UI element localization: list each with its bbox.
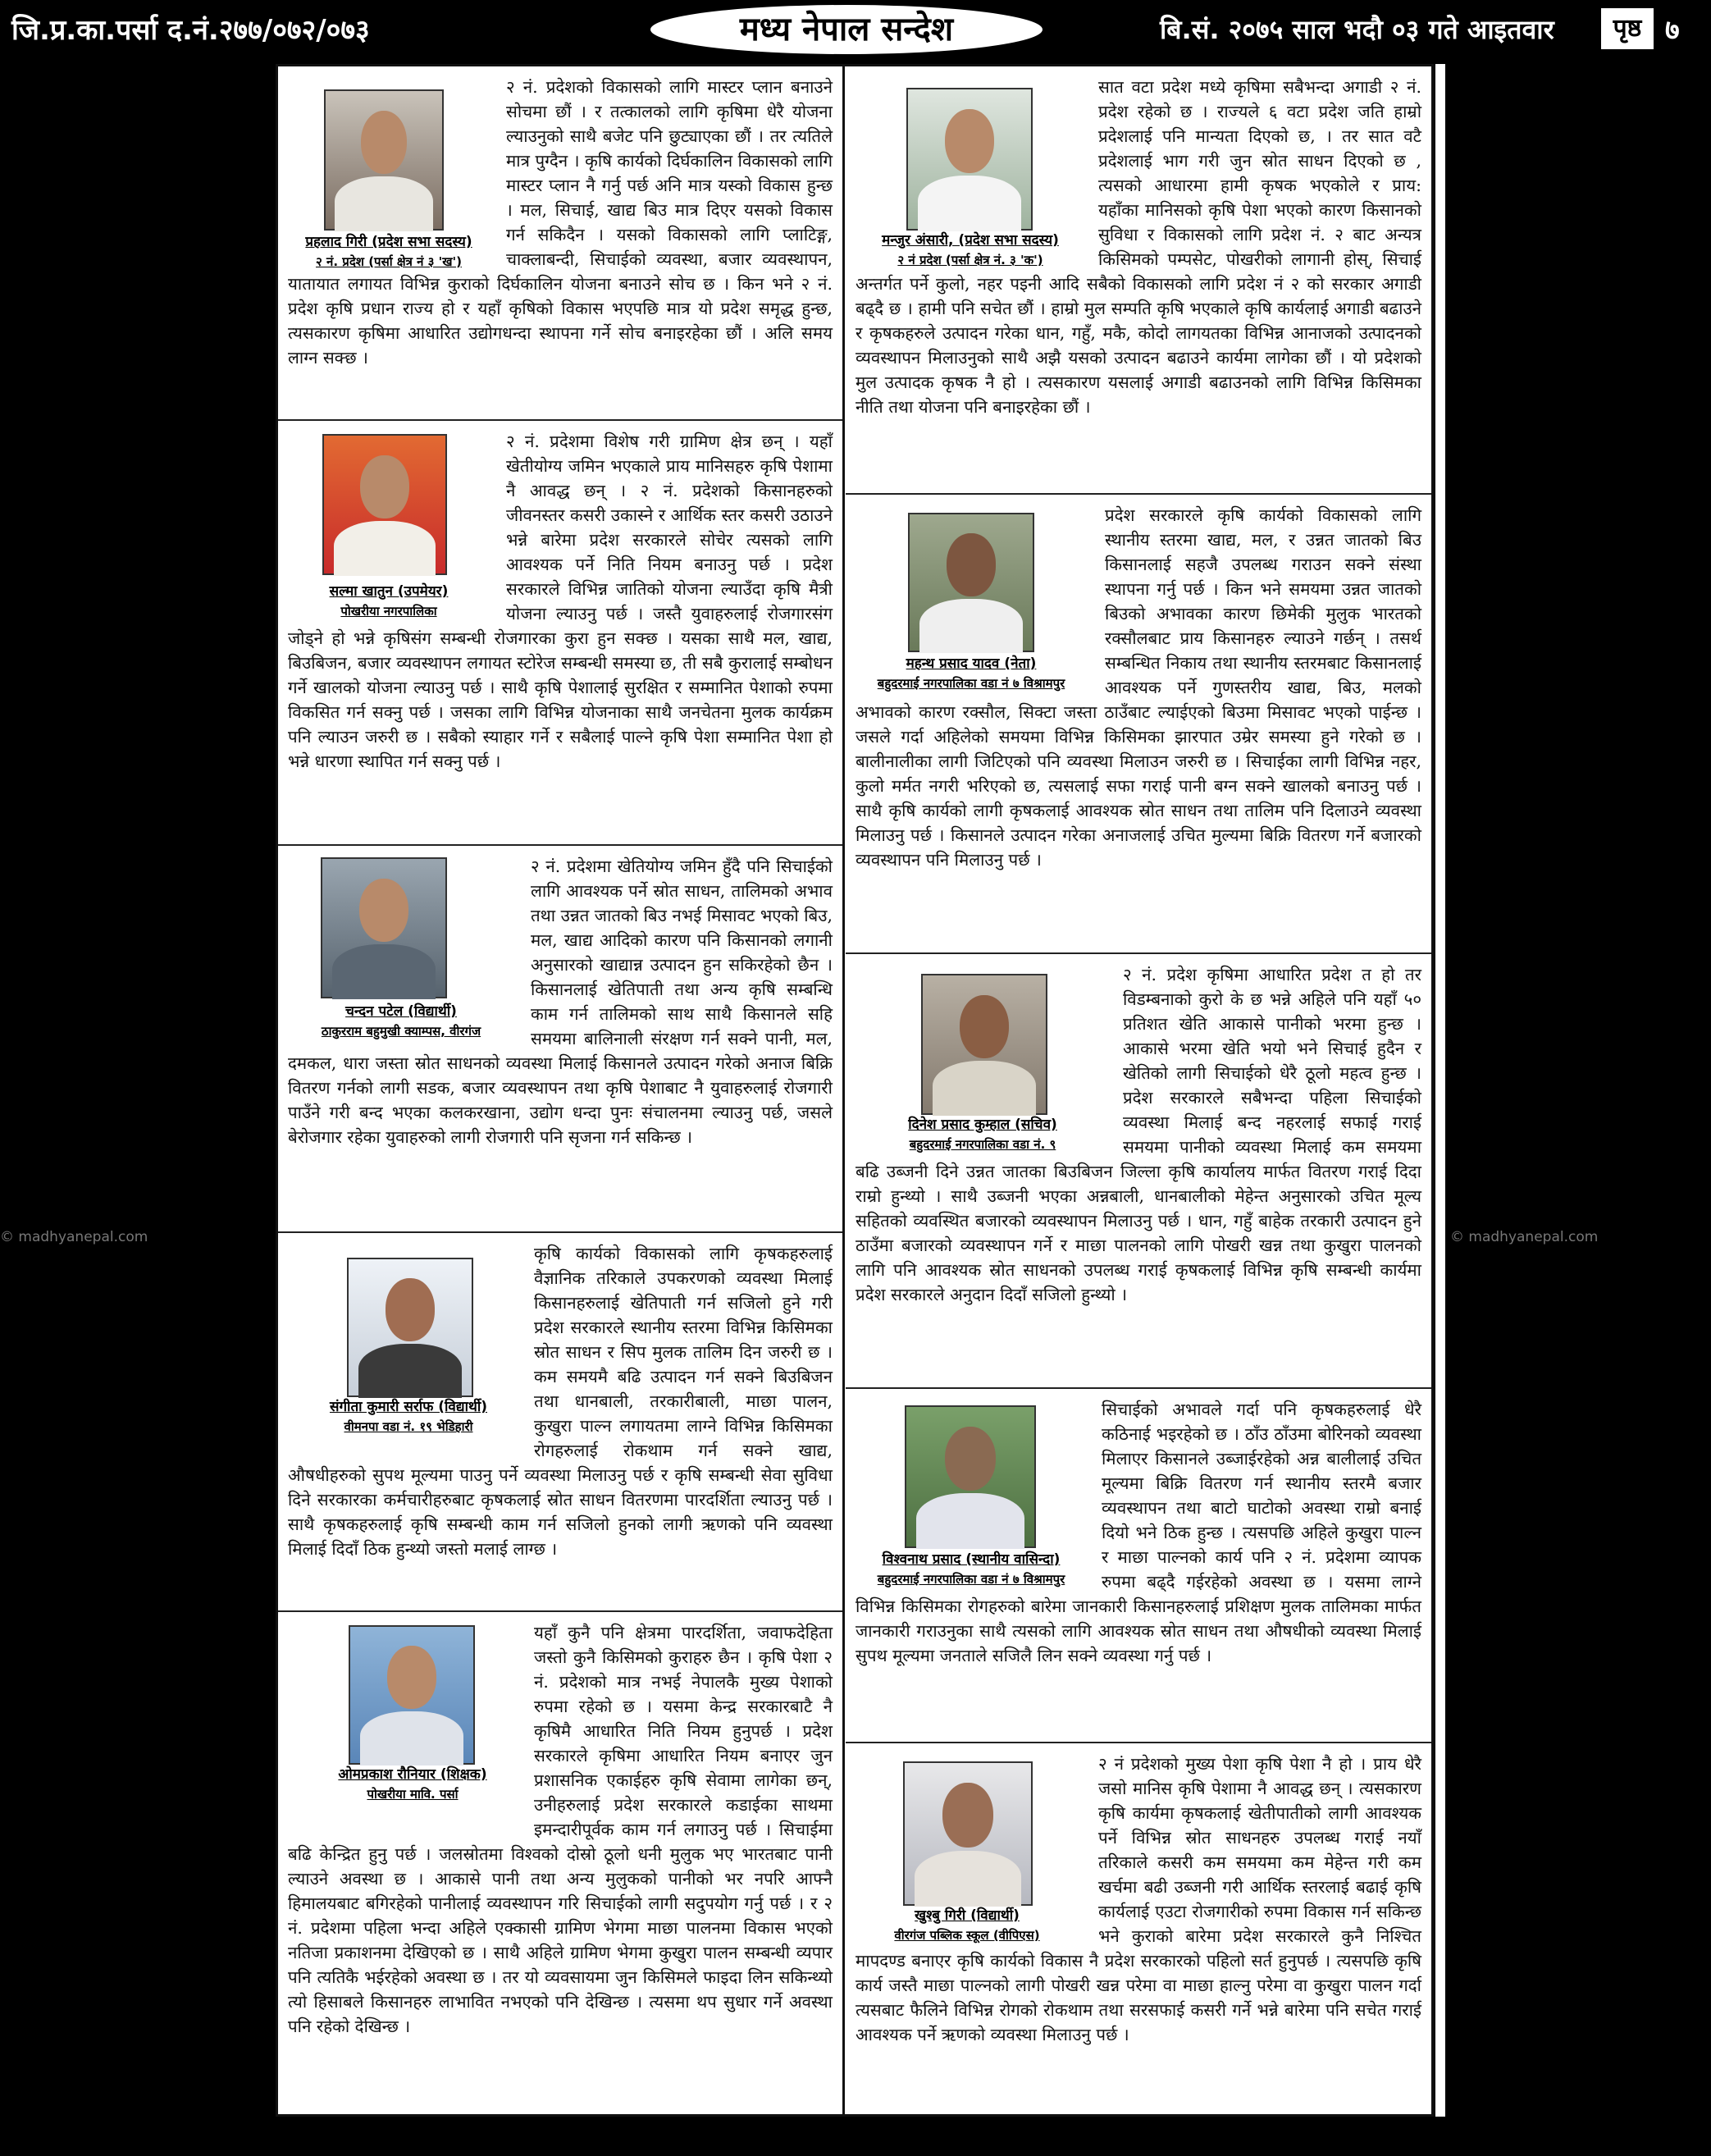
text-wrap-spacer (856, 1752, 1098, 1948)
page-edge-strip (1435, 64, 1445, 2117)
text-wrap-spacer (856, 962, 1123, 1159)
article-body: २ नं. प्रदेशको विकासको लागि मास्टर प्लान बनाउने सोचमा छौं । र तत्कालको लागि कृषिमा धेरै योजना ल्याउनुको साथै बजेट पनि छुट्याएका छौं । तर त्यतिले मात्र पुग्दैन । कृषि कार्यको दिर्घकालिन विकासको लागि मास्टर प्लान नै गर्नु पर्छ अनि मात्र यस्को विकास हुन्छ । मल, सिचाई, खाद्य बिउ मात्र दिएर यसको विकास गर्न सकिदैन । यसको विकासको लागि प्लाटिङ्ग, चाक्लाबन्दी, सिचाईको व्यवस्था, बजार व्यवस्थापन, यातायात लगायत विभिन्न कुराको दिर्घकालिन योजना बनाउने सोच छ । किन भने २ नं. प्रदेश कृषि प्रधान राज्य हो र यहाँ कृषिको विकास भएपछि मात्र यो प्रदेश समृद्ध हुन्छ, त्यसकारण कृषिमा आधारित उद्योगधन्दा स्थापना गर्ने सोच बनाइरहेका छौं । अलि समय लाग्न सक्छ । (288, 77, 833, 368)
article-body: प्रदेश सरकारले कृषि कार्यको विकासको लागि स्थानीय स्तरमा खाद्य, मल, र उन्नत जातको बिउ किसानलाई सहजै उपलब्ध गराउन सक्ने संस्था स्थापना गर्नु पर्छ । किन भने समयमा उन्नत जातको बिउको अभावका कारण छिमेकी मुलुक भारतको रक्सौलबाट प्राय किसानहरु ल्याउने गर्छन् । तसर्थ सम्बन्धित निकाय तथा स्थानीय स्तरमबाट किसानलाई आवश्यक पर्ने गुणस्तरीय खाद्य, बिउ, मलको अभावको कारण रक्सौल, सिक्टा जस्ता ठाउँबाट ल्याईएको बिउमा मिसावट भएको पाईन्छ । जसले गर्दा अहिलेको समयमा विभिन्न किसिमका झारपात उम्रेर समस्या हुने गरेको छ । बालीनालीका लागी जिटिएको पनि व्यवस्था मिलाउन जरुरी छ । सिचाईका लागी विभिन्न नहर, कुलो मर्मत नगरी भरिएको छ, त्यसलाई सफा गराई पानी बग्न सक्ने खालको बनाउनु पर्छ । साथै कृषि कार्यको लागी कृषकलाई आवश्यक स्रोत साधन तथा तालिम पनि दिलाउने व्यवस्था मिलाउनु पर्छ । किसानले उत्पादन गरेका अनाजलाई उचित मुल्यमा बिक्रि वितरण गर्ने बजारको व्यवस्थापन पनि मिलाउनु पर्छ । (856, 505, 1421, 870)
page-number: ७ (1665, 14, 1680, 47)
person-role: पोखरीया मावि. पर्सा (367, 1787, 459, 1802)
text-wrap-spacer (856, 503, 1105, 700)
person-name: मन्जुर अंसारी, (प्रदेश सभा सदस्य) (882, 232, 1059, 249)
person-role: बहुदरमाई नगरपालिका वडा नं. ९ (909, 1137, 1056, 1152)
text-wrap-spacer (288, 854, 531, 1048)
watermark: © madhyanepal.com (1450, 1229, 1599, 1245)
article-text (856, 75, 1421, 419)
person-role: वीरगंज पब्लिक स्कूल (वीपिएस) (894, 1928, 1040, 1943)
text-wrap-spacer (288, 1620, 534, 1842)
right-column (846, 66, 1431, 2114)
text-wrap-spacer (856, 75, 1098, 272)
text-wrap-spacer (288, 1241, 534, 1463)
person-name: ओमप्रकाश रौनियार (शिक्षक) (338, 1766, 487, 1783)
article-text (288, 429, 833, 774)
person-name: खुश्बु गिरी (विद्यार्थी) (915, 1907, 1020, 1924)
article-sangita (278, 1233, 842, 1612)
article-body: २ नं. प्रदेश कृषिमा आधारित प्रदेश त हो तर विडम्बनाको कुरो के छ भन्ने अहिले पनि यहाँ ५० प्रतिशत खेति आकासे पानीको भरमा हुन्छ । आकासे भरमा खेति भयो भने सिचाई हुदैन र खेतिको लागी सिचाईको धेरै ठूलो महत्व हुन्छ । प्रदेश सरकारले सबैभन्दा पहिला सिचाईको व्यवस्था मिलाई बन्द नहरलाई सफाई गराई समयमा पानीको व्यवस्था मिलाई कम समयमा बढि उब्जनी दिने उन्नत जातका बिउबिजन जिल्ला कृषि कार्यालय मार्फत वितरण गराई दिदा राम्रो हुन्थ्यो । साथै उब्जनी भएका अन्नबाली, धानबालीको मेहेन्त अनुसारको उचित मूल्य सहितको व्यवस्थित बजारको व्यवस्थापन मिलाउनु पर्छ । धान, गहुँ बाहेक तरकारी उत्पादन हुने ठाउँमा बजारको व्यवस्थापन गर्ने र माछा पालनको लागि पोखरी खन्न तथा कुखुरा पालनको लागि पनि आवश्यक स्रोत साधनको उपलब्ध गराई कृषकलाई विभिन्न कृषि सम्बन्धी कार्यमा प्रदेश सरकारले अनुदान दिदाँ सजिलो हुन्थ्यो । (856, 965, 1421, 1304)
article-text (856, 962, 1421, 1307)
person-role: बहुदरमाई नगरपालिका वडा नं ७ विश्रामपुर (877, 676, 1065, 691)
column-divider (842, 66, 845, 2114)
article-text (856, 1752, 1421, 2047)
person-role: पोखरीया नगरपालिका (340, 604, 437, 619)
person-name: सल्मा खातुन (उपमेयर) (329, 583, 449, 600)
article-mahanth (846, 495, 1431, 954)
article-body: सात वटा प्रदेश मध्ये कृषिमा सबैभन्दा अगाडी २ नं. प्रदेश रहेको छ । राज्यले ६ वटा प्रदेश जति हाम्रो प्रदेशलाई पनि मान्यता दिएको छ, । तर सात वटै प्रदेशलाई भाग गरी जुन स्रोत साधन दिएको छ , त्यसको आधारमा हामी कृषक भएकोले र प्राय: यहाँका मानिसको कृषि पेशा भएको कारण किसानको सुविधा र विकासको लागि प्रदेश नं. २ बाट अन्यत्र किसिमको पम्पसेट, पोखरीको लागानी होस्, सिचाई अन्तर्गत पर्ने कुलो, नहर पइनी आदि सबैको विकासको लागि प्रदेश नं २ को सरकार अगाडी बढ्दै छ । हामी पनि सचेत छौं । हाम्रो मुल सम्पति कृषि भएकाले कृषि कार्यलाई अगाडी बढाउने र कृषकहरुले उत्पादन गरेका धान, गहुँ, मकै, कोदो लागयतका विभिन्न आनाजको उत्पादनको व्यवस्थापन मिलाउनुको साथै अझै यसको उत्पादन बढाउने कार्यमा लागेका छौं । यो प्रदेशको मुल उत्पादक कृषक नै हो । त्यसकारण यसलाई अगाडी बढाउनको लागि विभिन्न किसिमका नीति तथा योजना पनि बनाइरहेका छौं । (856, 77, 1421, 417)
person-role: वीमनपा वडा नं. १९ भेडिहारी (344, 1419, 473, 1434)
person-name: प्रहलाद गिरी (प्रदेश सभा सदस्य) (305, 234, 472, 250)
article-body: यहाँ कुनै पनि क्षेत्रमा पारदर्शिता, जवाफदेहिता जस्तो कुनै किसिमको कुराहरु छैन । कृषि पेशा २ नं. प्रदेशको मात्र नभई नेपालकै मुख्य पेशाको रुपमा रहेको छ । यसमा केन्द्र सरकारबाटै नै कृषिमै आधारित निति नियम हुनुपर्छ । प्रदेश सरकारले कृषिमा आधारित नियम बनाएर जुन प्रशासनिक एकाईहरु कृषि सेवामा लागेका छन्, उनीहरुलाई प्रदेश सरकारले कडाईका साथमा इमन्दारीपूर्वक काम गर्न लगाउनु पर्छ । सिचाईमा बढि केन्द्रित हुनु पर्छ । जलस्रोतमा विश्वको दोस्रो ठूलो धनी मुलुक भए भारतबाट पानी ल्याउने अवस्था छ । आकासे पानी तथा अन्य मुलुकको पानीको भर नपरि आफ्नै हिमालयबाट बगिरहेको पानीलाई व्यवस्थापन गरि सिचाईको लागी सदुपयोग गर्नु पर्छ । र २ नं. प्रदेशमा पहिला भन्दा अहिले एक्कासी ग्रामिण भेगमा माछा पालनमा विकास भएको नतिजा प्रकाशनमा देखिएको छ । साथै अहिले ग्रामिण भेगमा कुखुरा पालन सम्बन्धी व्यपार पनि त्यतिकै भईरहेको अवस्था छ । तर यो व्यवसायमा जुन किसिमले फाइदा लिन सकिन्थ्यो त्यो हिसाबले किसानहरु लाभावित नभएको पनि देखिन्छ । त्यसमा थप सुधार गर्ने अवस्था पनि रहेको देखिन्छ । (288, 1623, 833, 2036)
person-name: चन्दन पटेल (विद्यार्थी) (345, 1003, 457, 1020)
article-text (288, 1620, 833, 2039)
article-salma (278, 421, 842, 846)
person-name: विश्वनाथ प्रसाद (स्थानीय वासिन्दा) (882, 1551, 1061, 1568)
article-dinesh (846, 954, 1431, 1389)
registration-number: जि.प्र.का.पर्सा द.नं.२७७/०७२/०७३ (11, 14, 370, 47)
page-label: पृष्ठ (1601, 8, 1654, 49)
article-chandan (278, 846, 842, 1233)
watermark: © madhyanepal.com (0, 1229, 148, 1245)
text-wrap-spacer (856, 1397, 1102, 1594)
article-omprakash (278, 1612, 842, 2119)
article-text (288, 854, 833, 1149)
issue-date: बि.सं. २०७५ साल भदौ ०३ गते आइतवार (1160, 14, 1554, 45)
article-body: २ नं. प्रदेशमा खेतियोग्य जमिन हुँदै पनि सिचाईको लागि आवश्यक पर्ने स्रोत साधन, तालिमको अभाव तथा उन्नत जातको बिउ नभई मिसावट भएको बिउ, मल, खाद्य आदिको कारण पनि किसानको लगानी अनुसारको खाद्यान्न उत्पादन हुन सकिरहेको छैन । किसानलाई खेतिपाती तथा अन्य कृषि सम्बन्धि काम गर्न तालिमको साथ साथै किसानले सहि समयमा बालिनाली संरक्षण गर्न सक्ने पानी, मल, दमकल, धारा जस्ता स्रोत साधनको व्यवस्था मिलाई किसानले उत्पादन गरेको अनाज बिक्रि वितरण गर्नको लागी सडक, बजार व्यवस्थापन तथा कृषि पेशाबाट नै युवाहरुलाई रोजगारी पाउँने गरी बन्द भएका कलकरखाना, उद्योग धन्दा पुनः संचालनमा ल्याउनु पर्छ, जसले बेरोजगार रहेका युवाहरुको लागी रोजगारी पनि सृजना गर्न सकिन्छ । (288, 856, 833, 1147)
person-name: संगीता कुमारी सर्राफ (विद्यार्थी) (329, 1399, 488, 1415)
article-text (856, 1397, 1421, 1668)
article-body: कृषि कार्यको विकासको लागि कृषकहरुलाई वैज्ञानिक तरिकाले उपकरणको व्यवस्था मिलाई किसानहरुलाई खेतिपाती गर्न सजिलो हुने गरी प्रदेश सरकारले स्थानीय स्तरमा विभिन्न किसिमका स्रोत साधन र सिप मुलक तालिम दिन जरुरी छ । कम समयमै बढि उत्पादन गर्न सक्ने बिउबिजन तथा धानबाली, तरकारीबाली, माछा पालन, कुखुरा पाल्न लगायतमा लाग्ने विभिन्न किसिमका रोगहरुलाई रोकथाम गर्न सक्ने खाद्य, औषधीहरुको सुपथ मूल्यमा पाउनु पर्ने व्यवस्था मिलाउनु पर्छ र कृषि सम्बन्धी सेवा सुविधा दिने सरकारका कर्मचारीहरुबाट कृषकलाई स्रोत साधन वितरणमा पारदर्शिता ल्याउनु पर्छ । साथै कृषकहरुलाई कृषि सम्बन्धी काम गर्न सजिलो हुनको लागी ऋणको पनि व्यवस्था मिलाई दिदाँ ठिक हुन्थ्यो जस्तो मलाई लाग्छ । (288, 1244, 833, 1559)
article-text (288, 75, 833, 370)
person-role: ठाकुरराम बहुमुखी क्याम्पस, वीरगंज (321, 1024, 481, 1039)
article-body: २ नं प्रदेशको मुख्य पेशा कृषि पेशा नै हो । प्राय धेरै जसो मानिस कृषि पेशामा नै आवद्ध छन् । त्यसकारण कृषि कार्यमा कृषकलाई खेतीपातीको लागी आवश्यक पर्ने विभिन्न स्रोत साधनहरु उपलब्ध गराई नयाँ तरिकाले कसरी कम समयमा कम मेहेन्त गरी कम खर्चमा बढी उब्जनी गरी आर्थिक स्तरलाई बढाई कृषि कार्यलाई एउटा रोजगारीको रुपमा विकास गर्न सकिन्छ भने कुराको बारेमा प्रदेश सरकारले कुनै निश्चित मापदण्ड बनाएर कृषि कार्यको विकास नै प्रदेश सरकारको पहिलो सर्त हुनुपर्छ । त्यसपछि कृषि कार्य जस्तै माछा पाल्नको लागी पोखरी खन्न परेमा वा माछा हाल्नु परेमा वा कुखुरा पालन गर्दा त्यसबाट फैलिने विभिन्न रोगको रोकथाम तथा सरसफाई कसरी गर्ने भन्ने बारेमा पनि सचेत गराई आवश्यक पर्ने ऋणको व्यवस्था मिलाउनु पर्छ । (856, 1754, 1421, 2044)
text-wrap-spacer (288, 429, 506, 626)
article-manjur (846, 66, 1431, 495)
article-prahlad (278, 66, 842, 421)
text-wrap-spacer (288, 75, 506, 272)
person-role: बहुदरमाई नगरपालिका वडा नं ७ विश्रामपुर (877, 1572, 1065, 1587)
person-role: २ नं. प्रदेश (पर्सा क्षेत्र नं ३ 'ख') (316, 254, 462, 269)
newspaper-page (276, 64, 1434, 2117)
person-name: दिनेश प्रसाद कुम्हाल (सचिव) (908, 1117, 1057, 1133)
article-khushbu (846, 1743, 1431, 2119)
left-column (278, 66, 842, 2114)
article-text (288, 1241, 833, 1561)
masthead: मध्य नेपाल सन्देश (650, 5, 1043, 54)
article-body: सिचाईको अभावले गर्दा पनि कृषकहरुलाई धेरै कठिनाई भइरहेको छ । ठाँउ ठाँउमा बोरिनको व्यवस्था मिलाएर किसानले उब्जाईरहेको अन्न बालीलाई उचित मूल्यमा बिक्रि वितरण गर्न स्थानीय स्तरमै बजार व्यवस्थापन तथा बाटो घाटोको अवस्था राम्रो बनाई दियो भने ठिक हुन्छ । त्यसपछि अहिले कुखुरा पाल्न र माछा पाल्नको कार्य पनि २ नं. प्रदेशमा व्यापक रुपमा बढ्दै गईरहेको अवस्था छ । यसमा लाग्ने विभिन्न किसिमका रोगहरुको बारेमा जानकारी किसानहरुलाई प्रशिक्षण मुलक तालिमका मार्फत जानकारी गराउनुका साथै त्यसको लागि आवश्यक स्रोत साधन तथा औषधीको व्यवस्था मिलाई सुपथ मूल्यमा जनताले सजिलै लिन सक्ने व्यवस्था गर्नु पर्छ । (856, 1400, 1421, 1665)
person-name: महन्थ प्रसाद यादव (नेता) (906, 655, 1037, 672)
article-vishwanath (846, 1389, 1431, 1743)
article-body: २ नं. प्रदेशमा विशेष गरी ग्रामिण क्षेत्र छन् । यहाँ खेतीयोग्य जमिन भएकाले प्राय मानिसहरु कृषि पेशामा नै आवद्ध छन् । २ नं. प्रदेशको किसानहरुको जीवनस्तर कसरी उकास्ने र आर्थिक स्तर कसरी उठाउने भन्ने बारेमा प्रदेश सरकारले सोचेर त्यसको लागि आवश्यक पर्ने निति नियम बनाउनु पर्छ । प्रदेश सरकारले विभिन्न जातिको योजना ल्याउँदा कृषि मैत्री योजना ल्याउनु पर्छ । जस्तै युवाहरुलाई रोजगारसंग जोड्ने हो भन्ने कृषिसंग सम्बन्धी रोजगारका कुरा हुन सक्छ । यसका साथै मल, खाद्य, बिउबिजन, बजार व्यवस्थापन लगायत स्टोरेज सम्बन्धी समस्या छ, ती सबै कुरालाई सम्बोधन गर्ने खालको योजना ल्याउनु पर्छ । साथै कृषि पेशालाई सुरक्षित र सम्मानित पेशाको रुपमा विकसित गर्न सक्नु पर्छ । जसका लागि विभिन्न योजनाका साथै जनचेतना मुलक कार्यक्रम पनि ल्याउन जरुरी छ । सबैको स्याहार गर्ने र सबैलाई पाल्ने कृषि पेशा सम्मानित पेशा हो भन्ने धारणा स्थापित गर्न सक्नु पर्छ । (288, 432, 833, 771)
person-role: २ नं प्रदेश (पर्सा क्षेत्र नं. ३ 'क') (897, 253, 1043, 267)
article-text (856, 503, 1421, 872)
page-header (0, 0, 1711, 59)
